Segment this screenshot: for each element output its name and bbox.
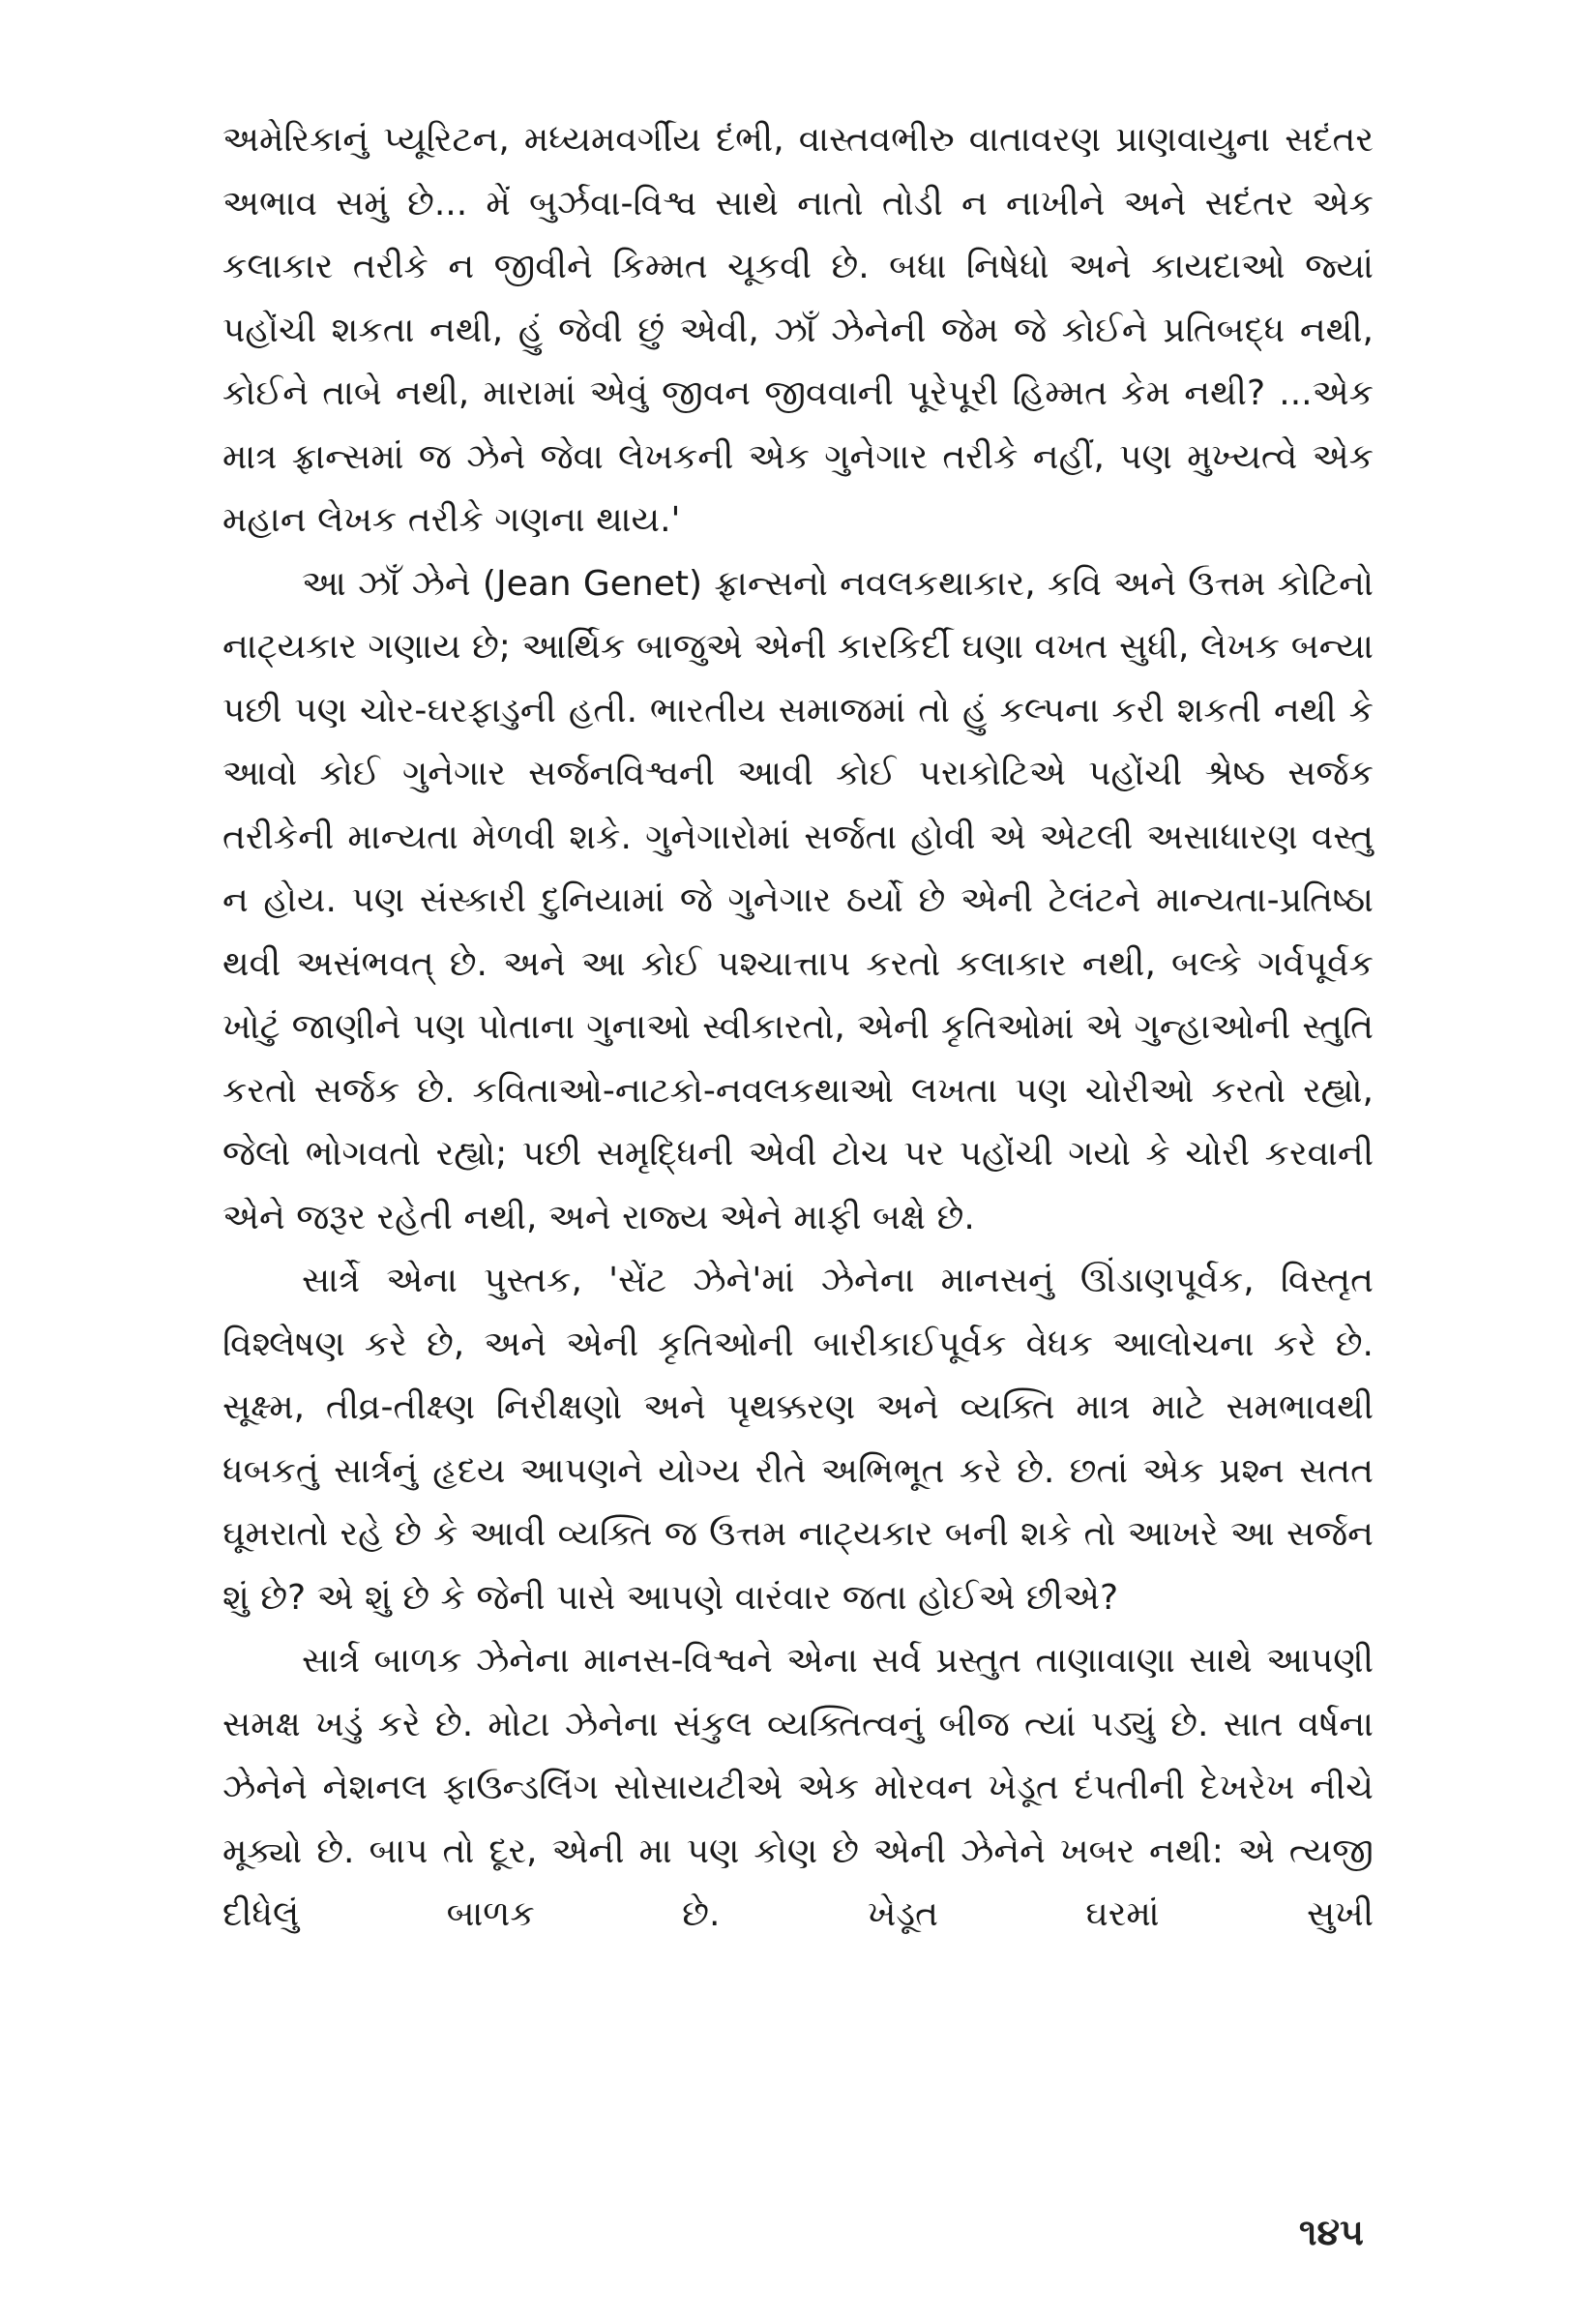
body-text [222,108,1374,1947]
paragraph-3: સાર્ત્રે એના પુસ્તક, 'સેંટ ઝેને'માં ઝેનેના માનસનું ઊંડાણપૂર્વક, વિસ્તૃત વિશ્લેષણ કરે છે, અને એની કૃતિઓની બારીકાઈપૂર્વક વેધક આલોચના કરે છે. સૂક્ષ્મ, તીવ્ર-તીક્ષ્ણ નિરીક્ષણો અને પૃથક્કરણ અને વ્યક્તિ માત્ર માટે સમભાવથી ધબકતું સાર્ત્રનું હૃદય આપણને યોગ્ય રીતે અભિભૂત કરે છે. છતાં એક પ્રશ્ન સતત ઘૂમરાતો રહે છે કે આવી વ્યક્તિ જ ઉત્તમ નાટ્યકાર બની શકે તો આખરે આ સર્જન શું છે? એ શું છે કે જેની પાસે આપણે વારંવાર જતા હોઈએ છીએ? [222,1261,1374,1618]
paragraph-1: અમેરિકાનું પ્યૂરિટન, મધ્યમવર્ગીય દંભી, વાસ્તવભીરુ વાતાવરણ પ્રાણવાયુના સદંતર અભાવ સમું છે... મેં બુર્ઝવા-વિશ્વ સાથે નાતો તોડી ન નાખીને અને સદંતર એક કલાકાર તરીકે ન જીવીને કિમ્મત ચૂકવી છે. બધા નિષેધો અને કાયદાઓ જ્યાં પહોંચી શકતા નથી, હું જેવી છું એવી, ઝાઁ ઝેનેની જેમ જે કોઈને પ્રતિબદ્ધ નથી, કોઈને તાબે નથી, મારામાં એવું જીવન જીવવાની પૂરેપૂરી હિમ્મત કેમ નથી? ...એક માત્ર ફ્રાન્સમાં જ ઝેને જેવા લેખકની એક ગુનેગાર તરીકે નહીં, પણ મુખ્યત્વે એક મહાન લેખક તરીકે ગણના થાય.' [222,120,1374,540]
page-number: ૧૪૫ [1298,2211,1364,2253]
paragraph-4: સાર્ત્ર બાળક ઝેનેના માનસ-વિશ્વને એના સર્વ પ્રસ્તુત તાણાવાણા સાથે આપણી સમક્ષ ખડું કરે છે. મોટા ઝેનેના સંકુલ વ્યક્તિત્વનું બીજ ત્યાં પડ્યું છે. સાત વર્ષના ઝેનેને નેશનલ ફાઉન્ડલિંગ સોસાયટીએ એક મોરવન ખેડૂત દંપતીની દેખરેખ નીચે મૂક્યો છે. બાપ તો દૂર, એની મા પણ કોણ છે એની ઝેનેને ખબર નથી: એ ત્યજી દીધેલું બાળક છે. ખેડૂત ઘરમાં સુખી [222,1641,1374,1934]
paragraph-2: આ ઝાઁ ઝેને (Jean Genet) ફ્રાન્સનો નવલકથાકાર, કવિ અને ઉત્તમ કોટિનો નાટ્યકાર ગણાય છે; આર્થિક બાજુએ એની કારકિર્દી ઘણા વખત સુધી, લેખક બન્યા પછી પણ ચોર-ઘરફાડુની હતી. ભારતીય સમાજમાં તો હું કલ્પના કરી શકતી નથી કે આવો કોઈ ગુનેગાર સર્જનવિશ્વની આવી કોઈ પરાકોટિએ પહોંચી શ્રેષ્ઠ સર્જક તરીકેની માન્યતા મેળવી શકે. ગુનેગારોમાં સર્જતા હોવી એ એટલી અસાધારણ વસ્તુ ન હોય. પણ સંસ્કારી દુનિયામાં જે ગુનેગાર ઠર્યો છે એની ટેલંટને માન્યતા-પ્રતિષ્ઠા થવી અસંભવત્ છે. અને આ કોઈ પશ્ચાત્તાપ કરતો કલાકાર નથી, બલ્કે ગર્વપૂર્વક ખોટું જાણીને પણ પોતાના ગુનાઓ સ્વીકારતો, એની કૃતિઓમાં એ ગુન્હાઓની સ્તુતિ કરતો સર્જક છે. કવિતાઓ-નાટકો-નવલકથાઓ લખતા પણ ચોરીઓ કરતો રહ્યો, જેલો ભોગવતો રહ્યો; પછી સમૃદ્ધિની એવી ટોચ પર પહોંચી ગયો કે ચોરી કરવાની એને જરૂર રહેતી નથી, અને રાજ્ય એને માફી બક્ષે છે. [222,563,1374,1237]
